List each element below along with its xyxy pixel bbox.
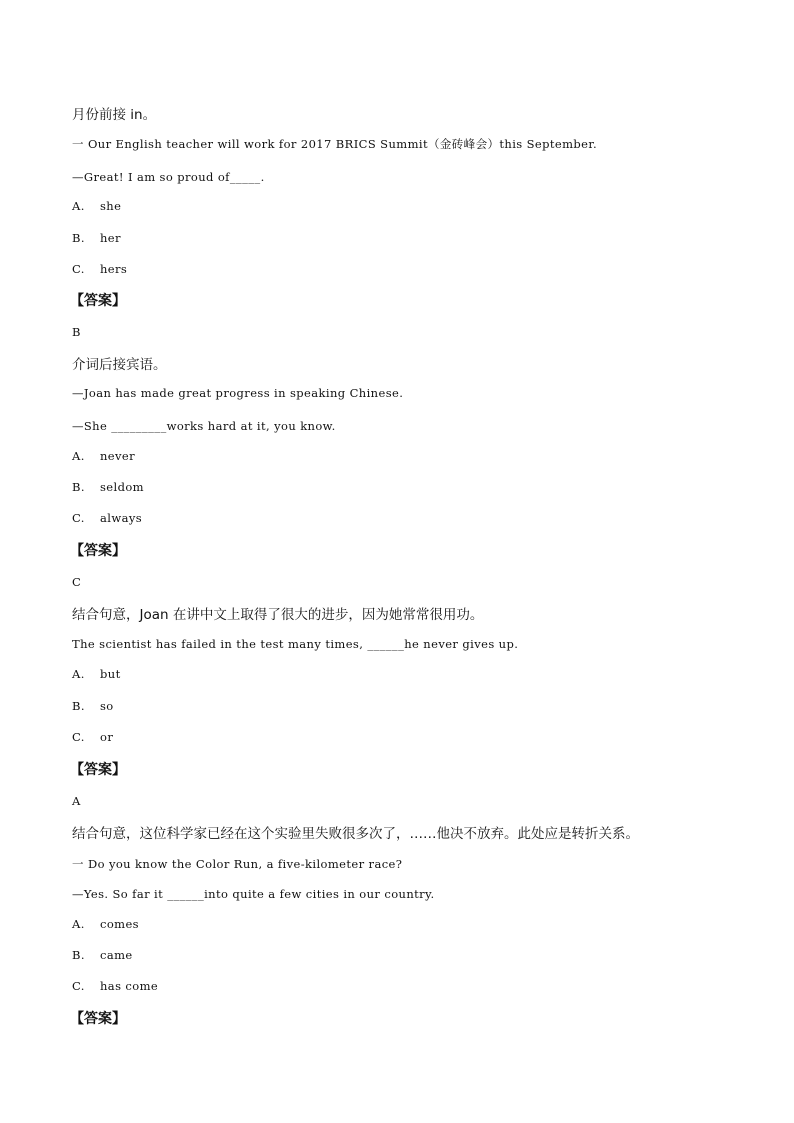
option-letter: B. <box>72 231 85 245</box>
explanation-line: 结合句意，Joan 在讲中文上取得了很大的进步，因为她常常很用功。 <box>72 607 484 623</box>
question-line: —She _________works hard at it, you know. <box>72 419 336 433</box>
explanation-line: 月份前接 in。 <box>72 107 157 123</box>
option-b <box>72 948 133 962</box>
option-a <box>72 449 135 463</box>
option-letter: C. <box>72 511 85 525</box>
option-letter: B. <box>72 948 85 962</box>
answer-letter: A <box>72 794 81 808</box>
question-line: —Great! I am so proud of_____. <box>72 170 265 184</box>
question-line: The scientist has failed in the test many times, ______he never gives up. <box>72 637 519 651</box>
option-text: came <box>100 948 133 962</box>
option-a <box>72 199 121 213</box>
option-b <box>72 480 144 494</box>
option-letter: B. <box>72 480 85 494</box>
option-text: has come <box>100 979 159 993</box>
option-letter: A. <box>72 199 85 213</box>
question-line: —Joan has made great progress in speaking Chinese. <box>72 386 404 400</box>
option-text: she <box>100 199 122 213</box>
option-text: hers <box>100 262 128 276</box>
answer-letter: C <box>72 575 82 589</box>
option-letter: B. <box>72 699 85 713</box>
option-c <box>72 979 158 993</box>
option-letter: A. <box>72 917 85 931</box>
explanation-line: 结合句意，这位科学家已经在这个实验里失败很多次了，……他决不放弃。此处应是转折关系。 <box>72 826 639 842</box>
option-letter: C. <box>72 979 85 993</box>
answer-heading: 【答案】 <box>70 762 126 778</box>
option-letter: A. <box>72 449 85 463</box>
question-line: 一 Do you know the Color Run, a five-kilometer race? <box>72 857 403 871</box>
option-b <box>72 231 121 245</box>
option-c <box>72 262 127 276</box>
explanation-line: 介词后接宾语。 <box>72 357 167 373</box>
option-text: seldom <box>100 480 144 494</box>
option-text: comes <box>100 917 139 931</box>
option-text: her <box>100 231 121 245</box>
option-text: always <box>100 511 143 525</box>
option-a <box>72 917 139 931</box>
answer-heading: 【答案】 <box>70 1011 126 1027</box>
option-b <box>72 699 114 713</box>
option-a <box>72 667 121 681</box>
document-page <box>72 0 752 1123</box>
question-line: 一 Our English teacher will work for 2017 BRICS Summit（金砖峰会）this September. <box>72 137 598 151</box>
answer-heading: 【答案】 <box>70 293 126 309</box>
option-text: never <box>100 449 136 463</box>
option-text: so <box>100 699 114 713</box>
option-c <box>72 511 142 525</box>
answer-heading: 【答案】 <box>70 543 126 559</box>
option-c <box>72 730 113 744</box>
option-letter: A. <box>72 667 85 681</box>
option-text: but <box>100 667 121 681</box>
option-letter: C. <box>72 730 85 744</box>
option-letter: C. <box>72 262 85 276</box>
answer-letter: B <box>72 325 81 339</box>
question-line: —Yes. So far it ______into quite a few cities in our country. <box>72 887 435 901</box>
option-text: or <box>100 730 114 744</box>
